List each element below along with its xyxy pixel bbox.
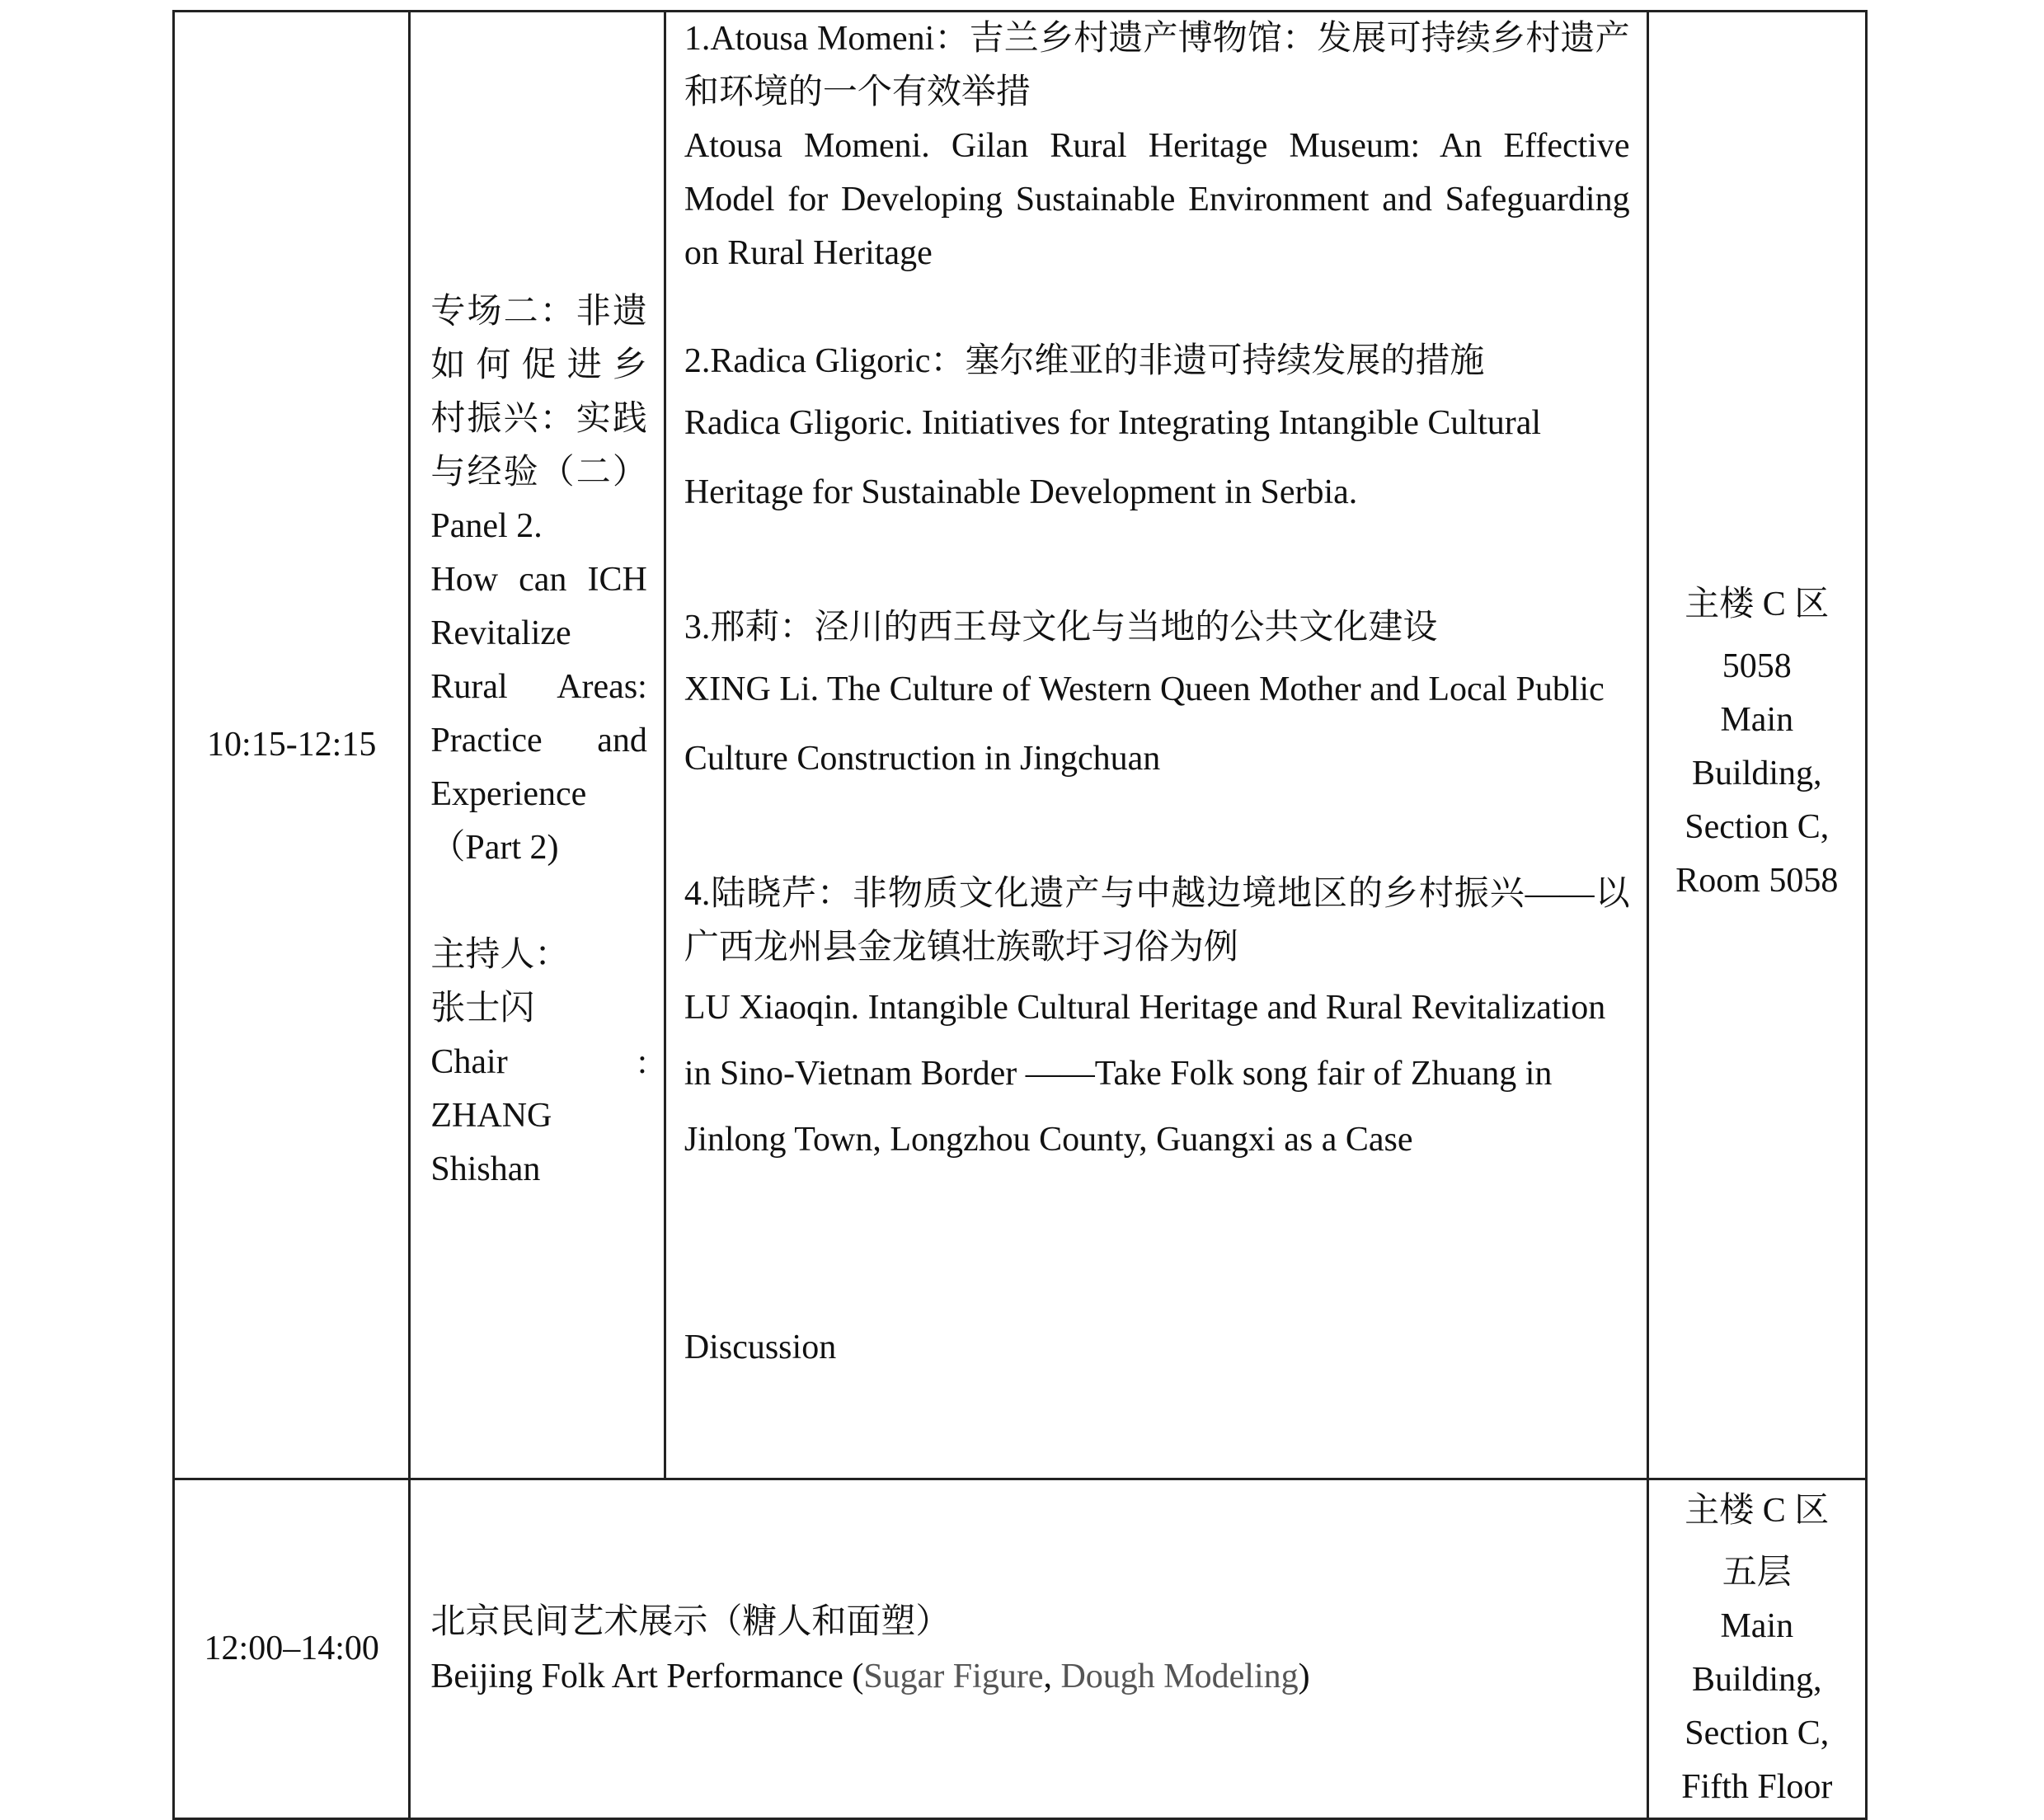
time-text: 10:15-12:15 [207,726,377,764]
panel-title-cn: 村振兴：实践 [430,400,647,438]
venue-line: 主楼 C 区 [1685,1491,1830,1530]
paper-item [684,335,1630,527]
table-row [174,12,1867,1479]
venue-line: Section C, [1685,1714,1830,1752]
venue-line: 主楼 C 区 [1685,585,1830,623]
panel-title-en: Experience [430,775,587,813]
time-cell [174,12,410,1479]
venue-line: Main [1720,1606,1794,1645]
paper-item [684,12,1630,280]
venue-line: Fifth Floor [1681,1767,1833,1806]
chair-label-en: Chair : [430,1043,647,1081]
table-row [174,1479,1867,1819]
paper-item [684,601,1630,793]
chair-name-en: ZHANG [430,1097,552,1135]
chair-label-cn: 主持人： [430,936,570,974]
discussion-label: Discussion [684,1329,837,1366]
event-item: Sugar Figure [863,1657,1044,1695]
panel-title-en: （Part 2) [430,829,559,867]
paper-title-cn: 3.邢莉：泾川的西王母文化与当地的公共文化建设 [684,609,1438,647]
event-title-en: Beijing Folk Art Performance (Sugar Figure, Dough Modeling) [430,1657,1310,1695]
time-cell [174,1479,410,1819]
event-title-cn: 北京民间艺术展示（糖人和面塑） [430,1602,951,1641]
paper-title-cn: 4.陆晓芹：非物质文化遗产与中越边境地区的乡村振兴——以广西龙州县金龙镇壮族歌圩习俗为例 [684,875,1630,966]
event-cell [410,1479,1647,1819]
panel-title-en: Rural Areas: [430,668,647,706]
paper-title-en: Radica Gligoric. Initiatives for Integrating Intangible Cultural Heritage for Sustainable Development in Serbia. [684,404,1542,511]
schedule-table [172,10,1868,1820]
panel-title-en: Panel 2. [430,507,543,545]
papers-cell [665,12,1647,1479]
paper-title-en: LU Xiaoqin. Intangible Cultural Heritage and Rural Revitalization in Sino-Vietnam Border ——Take Folk song fair of Zhuang in Jinlong Town, Longzhou County, Guangxi as a Case [684,989,1606,1159]
chair-name-cn: 张士闪 [430,990,535,1028]
venue-line: Building, [1692,1660,1822,1699]
panel-title-en: How can ICH [430,561,647,599]
paper-title-en: XING Li. The Culture of Western Queen Mother and Local Public Culture Construction in Jingchuan [684,670,1605,778]
panel-title-cn: 专场二：非遗 [430,293,647,331]
paper-item [684,868,1630,1173]
paper-title-cn: 1.Atousa Momeni：吉兰乡村遗产博物馆：发展可持续乡村遗产和环境的一个有效举措 [684,20,1630,111]
chair-name-en: Shishan [430,1150,541,1188]
panel-cell [410,12,665,1479]
paper-title-cn: 2.Radica Gligoric：塞尔维亚的非遗可持续发展的措施 [684,342,1485,380]
venue-cell [1647,12,1866,1479]
venue-line: 5058 [1722,647,1792,685]
venue-line: Room 5058 [1675,861,1839,900]
panel-title-en: Revitalize [430,614,571,652]
time-text: 12:00–14:00 [204,1630,379,1667]
panel-title-cn: 与经验（二） [430,454,647,491]
venue-line: Building, [1692,754,1822,792]
panel-title-en: Practice and [430,722,647,760]
venue-line: 五层 [1722,1553,1792,1592]
paper-title-en: Atousa Momeni. Gilan Rural Heritage Museum: An Effective Model for Developing Sustainable Environment and Safeguarding on Rural Heritage [684,127,1630,272]
venue-line: Main [1720,700,1794,739]
panel-title-cn: 如何促进乡 [430,346,647,384]
event-item: Dough Modeling [1060,1657,1299,1695]
venue-line: Section C, [1685,807,1830,846]
venue-cell [1647,1479,1866,1819]
